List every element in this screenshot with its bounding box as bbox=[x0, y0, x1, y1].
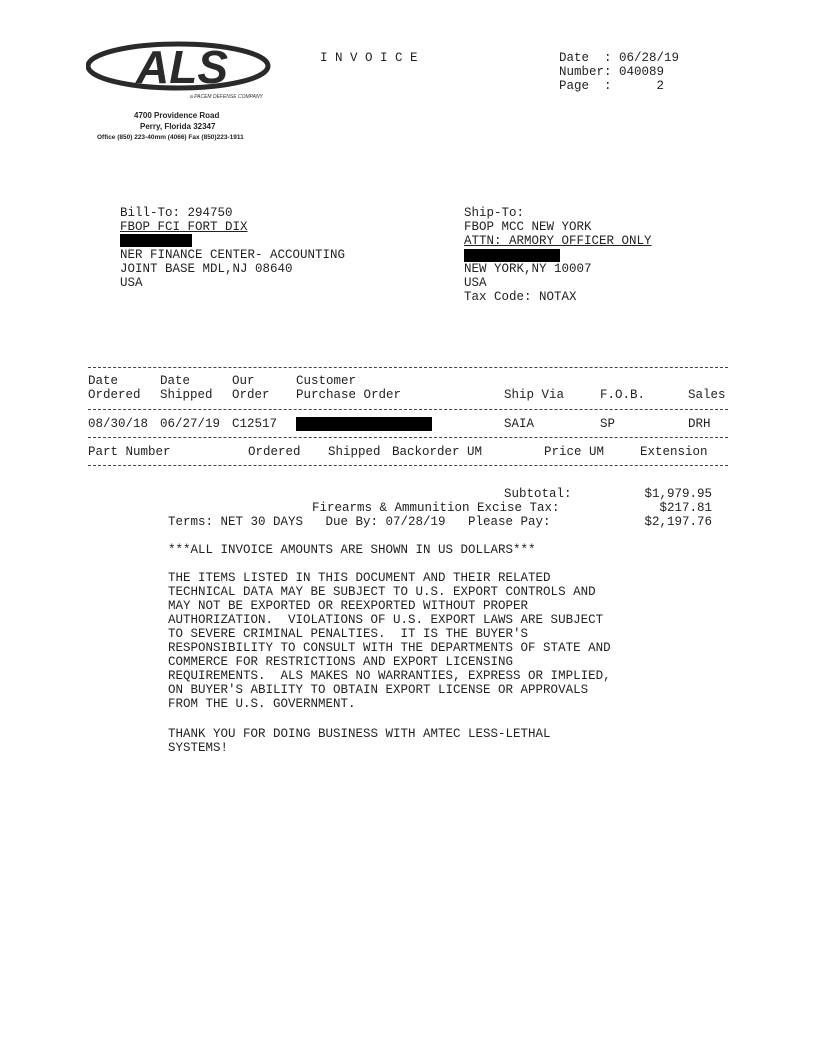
subtotal-label: Subtotal: bbox=[504, 487, 572, 501]
company-logo bbox=[86, 38, 276, 102]
company-contact: Office (850) 223-40mm (4066) Fax (850)223-1911 bbox=[97, 134, 244, 141]
invoice-number: Number: 040089 bbox=[559, 65, 665, 79]
customer-po-redaction bbox=[296, 417, 432, 431]
subtotal-value: $1,979.95 bbox=[644, 487, 712, 501]
ship-to-country: USA bbox=[464, 276, 487, 290]
export-notice-line: COMMERCE FOR RESTRICTIONS AND EXPORT LICENSING bbox=[168, 655, 514, 669]
divider-header bbox=[88, 409, 728, 410]
thank-you-line: SYSTEMS! bbox=[168, 741, 229, 755]
col-our-order-line1: Our bbox=[232, 374, 255, 388]
export-notice-line: FROM THE U.S. GOVERNMENT. bbox=[168, 697, 356, 711]
ship-to-name: FBOP MCC NEW YORK bbox=[464, 220, 592, 234]
col-customer-po-line1: Customer bbox=[296, 374, 357, 388]
col-customer-po-line2: Purchase Order bbox=[296, 388, 402, 402]
als-logo-graphic bbox=[86, 38, 276, 102]
items-col-part-number: Part Number bbox=[88, 445, 171, 459]
row-our-order: C12517 bbox=[232, 417, 278, 431]
thank-you-note bbox=[168, 727, 551, 755]
bill-to-line5: JOINT BASE MDL,NJ 08640 bbox=[120, 262, 293, 276]
invoice-page: Page : 2 bbox=[559, 79, 665, 93]
col-our-order-line2: Order bbox=[232, 388, 270, 402]
col-fob: F.O.B. bbox=[600, 388, 646, 402]
bill-to-country: USA bbox=[120, 276, 143, 290]
ship-to-label: Ship-To: bbox=[464, 206, 525, 220]
company-address-line1: 4700 Providence Road bbox=[134, 111, 220, 120]
divider-items bbox=[88, 465, 728, 466]
invoice-date: Date : 06/28/19 bbox=[559, 51, 680, 65]
divider-row bbox=[88, 437, 728, 438]
export-notice-line: ON BUYER'S ABILITY TO OBTAIN EXPORT LICENSE OR APPROVALS bbox=[168, 683, 589, 697]
col-ship-via: Ship Via bbox=[504, 388, 565, 402]
please-pay-value: $2,197.76 bbox=[644, 515, 712, 529]
company-address-line2: Perry, Florida 32347 bbox=[140, 122, 216, 131]
terms-line: Terms: NET 30 DAYS Due By: 07/28/19 Please Pay: bbox=[168, 515, 551, 529]
export-notice-line: MAY NOT BE EXPORTED OR REEXPORTED WITHOUT PROPER bbox=[168, 599, 529, 613]
ship-to-attn: ATTN: ARMORY OFFICER ONLY bbox=[464, 234, 652, 248]
ship-to-city: NEW YORK,NY 10007 bbox=[464, 262, 592, 276]
items-col-extension: Extension bbox=[640, 445, 708, 459]
ship-to-redaction bbox=[464, 249, 560, 262]
items-col-backorder-um: Backorder UM bbox=[392, 445, 483, 459]
col-date-ordered-line1: Date bbox=[88, 374, 119, 388]
bill-to-redaction bbox=[120, 234, 192, 247]
row-date-shipped: 06/27/19 bbox=[160, 417, 221, 431]
bill-to-line4: NER FINANCE CENTER- ACCOUNTING bbox=[120, 248, 346, 262]
col-date-shipped-line2: Shipped bbox=[160, 388, 213, 402]
excise-tax-value: $217.81 bbox=[659, 501, 712, 515]
thank-you-line: THANK YOU FOR DOING BUSINESS WITH AMTEC LESS-LETHAL bbox=[168, 727, 551, 741]
export-notice-line: TECHNICAL DATA MAY BE SUBJECT TO U.S. EXPORT CONTROLS AND bbox=[168, 585, 596, 599]
bill-to-id: Bill-To: 294750 bbox=[120, 206, 233, 220]
excise-tax-label: Firearms & Ammunition Excise Tax: bbox=[312, 501, 560, 515]
document-title: I N V O I C E bbox=[320, 51, 418, 65]
items-col-price-um: Price UM bbox=[544, 445, 605, 459]
row-date-ordered: 08/30/18 bbox=[88, 417, 149, 431]
row-sales: DRH bbox=[688, 417, 711, 431]
col-sales: Sales bbox=[688, 388, 726, 402]
ship-to-tax-code: Tax Code: NOTAX bbox=[464, 290, 577, 304]
col-date-shipped-line1: Date bbox=[160, 374, 191, 388]
logo-wordmark: ALS bbox=[136, 41, 228, 93]
export-notice-line: THE ITEMS LISTED IN THIS DOCUMENT AND THEIR RELATED bbox=[168, 571, 551, 585]
export-notice-line: AUTHORIZATION. VIOLATIONS OF U.S. EXPORT LAWS ARE SUBJECT bbox=[168, 613, 604, 627]
items-col-ordered: Ordered bbox=[248, 445, 301, 459]
items-col-shipped: Shipped bbox=[328, 445, 381, 459]
export-notice-line: REQUIREMENTS. ALS MAKES NO WARRANTIES, EXPRESS OR IMPLIED, bbox=[168, 669, 611, 683]
row-fob: SP bbox=[600, 417, 616, 431]
bill-to-name: FBOP FCI FORT DIX bbox=[120, 220, 248, 234]
export-notice bbox=[168, 571, 611, 711]
currency-note: ***ALL INVOICE AMOUNTS ARE SHOWN IN US DOLLARS*** bbox=[168, 543, 536, 557]
divider-top bbox=[88, 367, 728, 368]
company-tagline: a PACEM DEFENSE COMPANY bbox=[190, 94, 263, 100]
export-notice-line: RESPONSIBILITY TO CONSULT WITH THE DEPARTMENTS OF STATE AND bbox=[168, 641, 611, 655]
col-date-ordered-line2: Ordered bbox=[88, 388, 141, 402]
row-ship-via: SAIA bbox=[504, 417, 535, 431]
export-notice-line: TO SEVERE CRIMINAL PENALTIES. IT IS THE BUYER'S bbox=[168, 627, 529, 641]
